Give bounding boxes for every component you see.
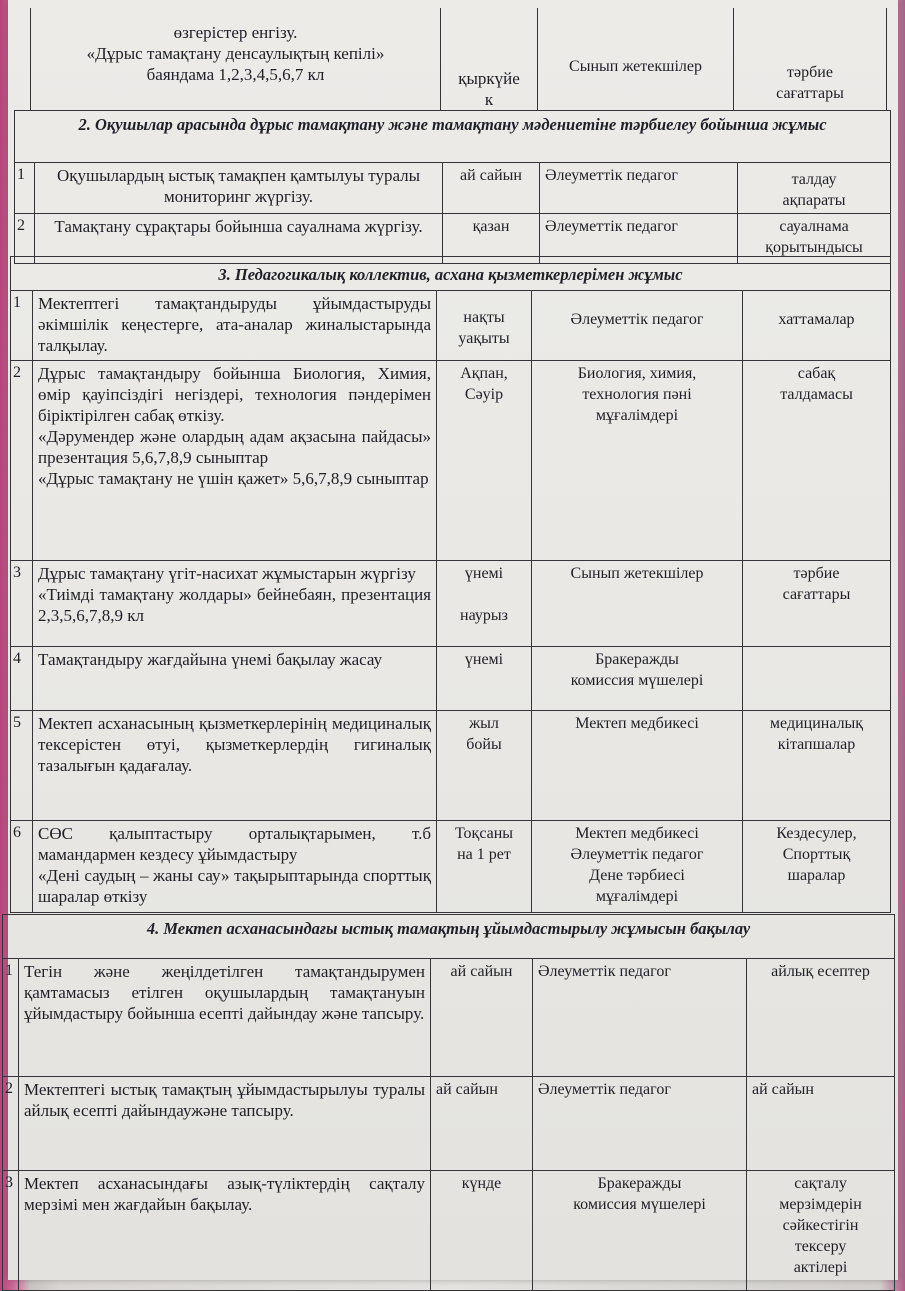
result-text: сабақ талдамасы xyxy=(780,365,853,403)
result-text: талдау ақпараты xyxy=(782,171,846,209)
responsible-cell: Мектеп медбикесі xyxy=(532,711,743,821)
result-cell xyxy=(743,361,891,561)
table-row xyxy=(15,163,891,214)
responsible-cell xyxy=(538,8,734,110)
responsible-cell: Сынып жетекшілер xyxy=(532,561,743,647)
row-number: 6 xyxy=(11,821,33,913)
task-cell: Тегін және жеңілдетілген тамақтандырумен қамтамасыз етілген оқушылардың тамақтануын ұйымдастыру бойынша есепті дайындау және тапсыру. xyxy=(19,959,431,1077)
task-cell: Мектеп асханасындағы азық-түліктердің сақталу мерзімі мен жағдайын бақылау. xyxy=(19,1171,431,1291)
result-text: Кездесулер, Спорттық шаралар xyxy=(776,825,857,884)
result-cell xyxy=(743,647,891,711)
section-header-row xyxy=(3,915,895,959)
deadline-cell xyxy=(437,361,532,561)
section-title: 4. Мектеп асханасындағы ыстық тамақтың ұйымдастырылу жұмысын бақылау xyxy=(3,915,895,959)
result-text: тәрбие сағаттары xyxy=(782,565,851,603)
result-cell xyxy=(743,561,891,647)
deadline-cell xyxy=(437,291,532,361)
deadline-text: Тоқсаны на 1 рет xyxy=(454,825,514,863)
task-text: өзгерістер енгізу. «Дұрыс тамақтану денсаулықтың кепілі» баяндама 1,2,3,4,5,6,7 кл xyxy=(86,23,385,84)
table-row xyxy=(3,1077,895,1171)
task-cell: Оқушылардың ыстық тамақпен қамтылуы туралы мониторинг жүргізу. xyxy=(35,163,443,214)
responsible-cell xyxy=(532,821,743,913)
table-row xyxy=(11,291,891,361)
deadline-text: Ақпан, Сәуір xyxy=(460,365,508,403)
row-number: 2 xyxy=(3,1077,19,1171)
result-text: тәрбие сағаттары xyxy=(776,64,844,102)
task-text: СӨС қалыптастыру орталықтарымен, т.б мамандармен кездесу ұйымдастыру «Дені саудың – жаны сау» тақырыптарында спорттық шаралар өткізу xyxy=(38,824,431,906)
deadline-text: жыл бойы xyxy=(466,715,502,753)
task-cell xyxy=(31,8,441,110)
deadline-cell: қазан xyxy=(443,214,540,264)
row-number: 3 xyxy=(11,561,33,647)
top-table xyxy=(30,8,887,111)
deadline-cell xyxy=(437,561,532,647)
deadline-cell xyxy=(437,711,532,821)
section-title: 2. Оқушылар арасында дұрыс тамақтану және тамақтану мәдениетіне тәрбиелеу бойынша жұмыс xyxy=(15,111,891,163)
responsible-cell: Әлеуметтік педагог xyxy=(533,959,747,1077)
deadline-cell: ай сайын xyxy=(431,1077,533,1171)
section-4-table xyxy=(2,914,895,1291)
row-number: 2 xyxy=(15,214,35,264)
deadline-cell: ай сайын xyxy=(443,163,540,214)
responsible-cell xyxy=(532,361,743,561)
table-row xyxy=(11,711,891,821)
row-number: 1 xyxy=(3,959,19,1077)
result-cell xyxy=(738,163,891,214)
row-number: 5 xyxy=(11,711,33,821)
row-number: 4 xyxy=(11,647,33,711)
row-number: 2 xyxy=(11,361,33,561)
task-cell: Мектептегі тамақтандыруды ұйымдастыруды әкімшілік кеңестерге, ата-аналар жиналыстарында талқылау. xyxy=(33,291,437,361)
deadline-cell: күнде xyxy=(431,1171,533,1291)
responsible-text: Бракеражды комиссия мүшелері xyxy=(570,651,704,689)
result-cell: хаттамалар xyxy=(743,291,891,361)
responsible-cell: Әлеуметтік педагог xyxy=(533,1077,747,1171)
row-number: 1 xyxy=(11,291,33,361)
deadline-cell xyxy=(437,821,532,913)
result-cell xyxy=(743,711,891,821)
task-cell xyxy=(33,821,437,913)
section-3-table xyxy=(10,256,891,913)
section-header-row xyxy=(15,111,891,163)
deadline-text: нақты уақыты xyxy=(458,309,510,347)
deadline-text: үнемі наурыз xyxy=(460,565,508,624)
table-row xyxy=(11,561,891,647)
task-cell xyxy=(33,361,437,561)
responsible-text: Сынып жетекшілер xyxy=(569,58,702,75)
task-cell: Тамақтандыру жағдайына үнемі бақылау жасау xyxy=(33,647,437,711)
result-cell: айлық есептер xyxy=(747,959,895,1077)
responsible-text: Мектеп медбикесі Әлеуметтік педагог Дене тәрбиесі мұғалімдері xyxy=(570,825,704,905)
section-2-table xyxy=(14,110,891,264)
table-row xyxy=(11,821,891,913)
table-row xyxy=(11,361,891,561)
responsible-cell: Әлеуметтік педагог xyxy=(540,163,738,214)
result-cell xyxy=(734,8,887,110)
task-cell: Мектептегі ыстық тамақтың ұйымдастырылуы туралы айлық есепті дайындаужәне тапсыру. xyxy=(19,1077,431,1171)
responsible-cell: Әлеуметтік педагог xyxy=(532,291,743,361)
table-row xyxy=(3,959,895,1077)
result-cell xyxy=(747,1171,895,1291)
table-row xyxy=(31,8,887,110)
responsible-cell xyxy=(533,1171,747,1291)
task-text: Дұрыс тамақтану үгіт-насихат жұмыстарын жүргізу «Тиімді тамақтану жолдары» бейнебаян, презентация 2,3,5,6,7,8,9 кл xyxy=(38,564,431,625)
task-cell: Мектеп асханасының қызметкерлерінің медициналық тексерістен өтуі, қызметкерлердің гигиналық тазалығын қадағалау. xyxy=(33,711,437,821)
task-cell: Тамақтану сұрақтары бойынша сауалнама жүргізу. xyxy=(35,214,443,264)
responsible-text: Бракеражды комиссия мүшелері xyxy=(573,1175,706,1213)
responsible-cell: Әлеуметтік педагог xyxy=(540,214,738,264)
section-title: 3. Педагогикалық коллектив, асхана қызметкерлерімен жұмыс xyxy=(11,257,891,291)
result-text: сақталу мерзімдерін сәйкестігін тексеру актілері xyxy=(779,1175,862,1276)
result-cell: ай сайын xyxy=(747,1077,895,1171)
responsible-cell xyxy=(532,647,743,711)
task-cell xyxy=(33,561,437,647)
table-row xyxy=(11,647,891,711)
deadline-cell: ай сайын xyxy=(431,959,533,1077)
result-text: сауалнама қорытындысы xyxy=(765,218,863,256)
task-text: Дұрыс тамақтандыру бойынша Биология, Химия, өмір қауіпсіздігі негіздері, технология пәндерімен біріктірілген сабақ өткізу. «Дәрумендер және олардың адам ақзасына пайдасы» презентация 5,6,7,8,9 сыныптар «Дұрыс тамақтану не үшін қажет» 5,6,7,8,9 сыныптар xyxy=(38,364,431,488)
result-cell xyxy=(743,821,891,913)
row-number: 3 xyxy=(3,1171,19,1291)
deadline-cell xyxy=(441,8,538,110)
row-number: 1 xyxy=(15,163,35,214)
deadline-text: қыркүйе к xyxy=(458,68,520,109)
result-text: медициналық кітапшалар xyxy=(769,715,864,753)
deadline-cell: үнемі xyxy=(437,647,532,711)
table-row xyxy=(3,1171,895,1291)
responsible-text: Биология, химия, технология пәні мұғалімдері xyxy=(577,365,697,424)
section-header-row xyxy=(11,257,891,291)
